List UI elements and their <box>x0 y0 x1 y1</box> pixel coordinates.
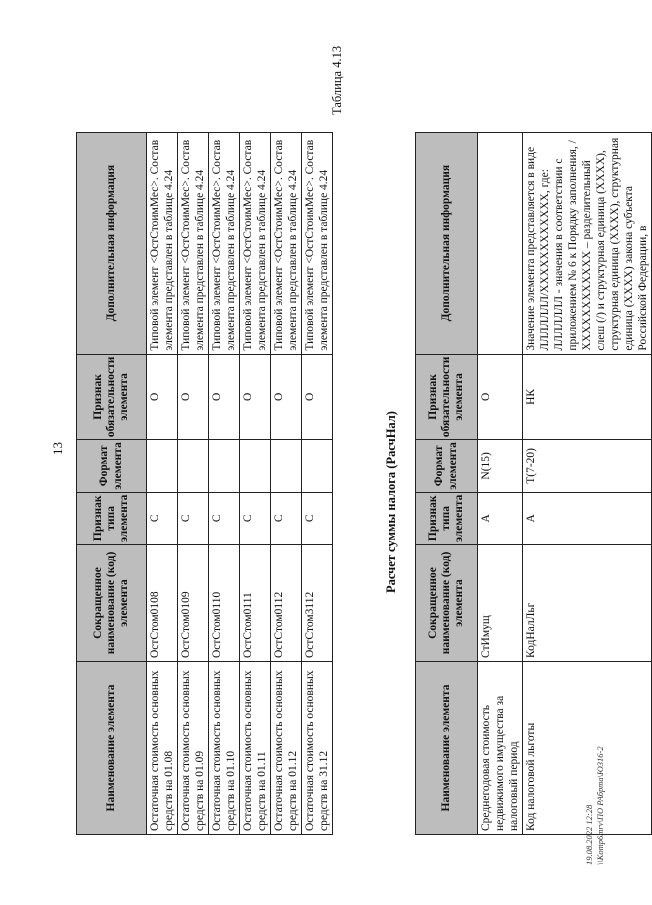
page-number: 13 <box>50 442 65 455</box>
cell-name: Среднегодовая стоимость недвижимого имущества за налоговый период <box>478 662 523 835</box>
cell-required: О <box>302 354 333 440</box>
cell-required: О <box>209 354 240 440</box>
elements-table-continued <box>76 132 333 835</box>
cell-info <box>478 132 523 354</box>
header-additional-info: Дополнительная информация <box>416 132 478 354</box>
cell-format <box>302 440 333 492</box>
cell-name: Остаточная стоимость основных средств на 31.12 <box>302 662 333 835</box>
cell-format <box>178 440 209 492</box>
header-element-format: Формат элемента <box>416 440 478 492</box>
cell-format: N(15) <box>478 440 523 492</box>
cell-code: ОстСтом3112 <box>302 545 333 662</box>
cell-type: С <box>240 492 271 544</box>
cell-required: О <box>147 354 178 440</box>
cell-code: ОстСтом0112 <box>271 545 302 662</box>
cell-format <box>271 440 302 492</box>
cell-name: Остаточная стоимость основных средств на 01.12 <box>271 662 302 835</box>
header-element-format: Формат элемента <box>77 440 147 492</box>
cell-type: С <box>209 492 240 544</box>
tax-calculation-table <box>415 132 652 835</box>
cell-code: ОстСтом0109 <box>178 545 209 662</box>
header-element-name: Наименование элемента <box>416 662 478 835</box>
table-row <box>147 132 178 834</box>
cell-info: Типовой элемент <ОстСтоимМес>. Состав элемента представлен в таблице 4.24 <box>271 132 302 354</box>
header-element-type: Признак типа элемента <box>77 492 147 544</box>
cell-format: T(7-20) <box>523 440 652 492</box>
table-row <box>523 132 652 834</box>
table-row <box>478 132 523 834</box>
cell-info: Типовой элемент <ОстСтоимМес>. Состав элемента представлен в таблице 4.24 <box>302 132 333 354</box>
cell-type: С <box>147 492 178 544</box>
header-element-type: Признак типа элемента <box>416 492 478 544</box>
table-row <box>271 132 302 834</box>
print-file-path: \\Komp6mrv\ПО РАбрта\Ю316-2 <box>594 746 605 865</box>
table-row <box>240 132 271 834</box>
table-row <box>302 132 333 834</box>
cell-name: Код налоговой льготы <box>523 662 652 835</box>
cell-name: Остаточная стоимость основных средств на 01.09 <box>178 662 209 835</box>
cell-info: Типовой элемент <ОстСтоимМес>. Состав элемента представлен в таблице 4.24 <box>147 132 178 354</box>
print-footer <box>584 746 605 865</box>
cell-name: Остаточная стоимость основных средств на 01.10 <box>209 662 240 835</box>
table-caption: Таблица 4.13 <box>330 45 344 115</box>
header-element-code: Сокращенное наименование (код) элемента <box>416 545 478 662</box>
cell-code: ОстСтом0108 <box>147 545 178 662</box>
cell-info: Типовой элемент <ОстСтоимМес>. Состав элемента представлен в таблице 4.24 <box>240 132 271 354</box>
cell-info: Значение элемента представляется в виде ЛЛЛЛЛЛЛ/ХХХХХХХХХХХХ, где: ЛЛЛЛЛЛЛ - значения в соответствии с приложением № 6 к Порядку заполнения, /ХХХХХХХХХХХХ – разделительный слеш (/) и структурная единица (ХХХХ), структурная единица (ХХХХ), структурная единица (ХХХХ) закона субъекта Российской Федерации, в <box>523 132 652 354</box>
cell-type: А <box>478 492 523 544</box>
table-row <box>209 132 240 834</box>
header-additional-info: Дополнительная информация <box>77 132 147 354</box>
cell-name: Остаточная стоимость основных средств на 01.08 <box>147 662 178 835</box>
header-element-required: Признак обязательности элемента <box>77 354 147 440</box>
header-element-required: Признак обязательности элемента <box>416 354 478 440</box>
table-title: Расчет суммы налога (РасчНал) <box>384 411 398 593</box>
header-element-code: Сокращенное наименование (код) элемента <box>77 545 147 662</box>
table-header-row <box>416 132 478 834</box>
cell-format <box>209 440 240 492</box>
table-header-row <box>77 132 147 834</box>
cell-code: ОстСтом0111 <box>240 545 271 662</box>
cell-code: ОстСтом0110 <box>209 545 240 662</box>
cell-required: О <box>178 354 209 440</box>
cell-required: О <box>240 354 271 440</box>
print-timestamp: 19.08.2022 12:28 <box>584 804 594 865</box>
cell-type: А <box>523 492 652 544</box>
table-row <box>178 132 209 834</box>
cell-code: СтИмущ <box>478 545 523 662</box>
cell-format <box>147 440 178 492</box>
cell-required: О <box>271 354 302 440</box>
cell-code: КодНалЛьг <box>523 545 652 662</box>
cell-info: Типовой элемент <ОстСтоимМес>. Состав элемента представлен в таблице 4.24 <box>209 132 240 354</box>
cell-info: Типовой элемент <ОстСтоимМес>. Состав элемента представлен в таблице 4.24 <box>178 132 209 354</box>
cell-name: Остаточная стоимость основных средств на 01.11 <box>240 662 271 835</box>
cell-type: С <box>302 492 333 544</box>
cell-type: С <box>271 492 302 544</box>
header-element-name: Наименование элемента <box>77 662 147 835</box>
cell-type: С <box>178 492 209 544</box>
cell-required: О <box>478 354 523 440</box>
cell-required: НК <box>523 354 652 440</box>
cell-format <box>240 440 271 492</box>
